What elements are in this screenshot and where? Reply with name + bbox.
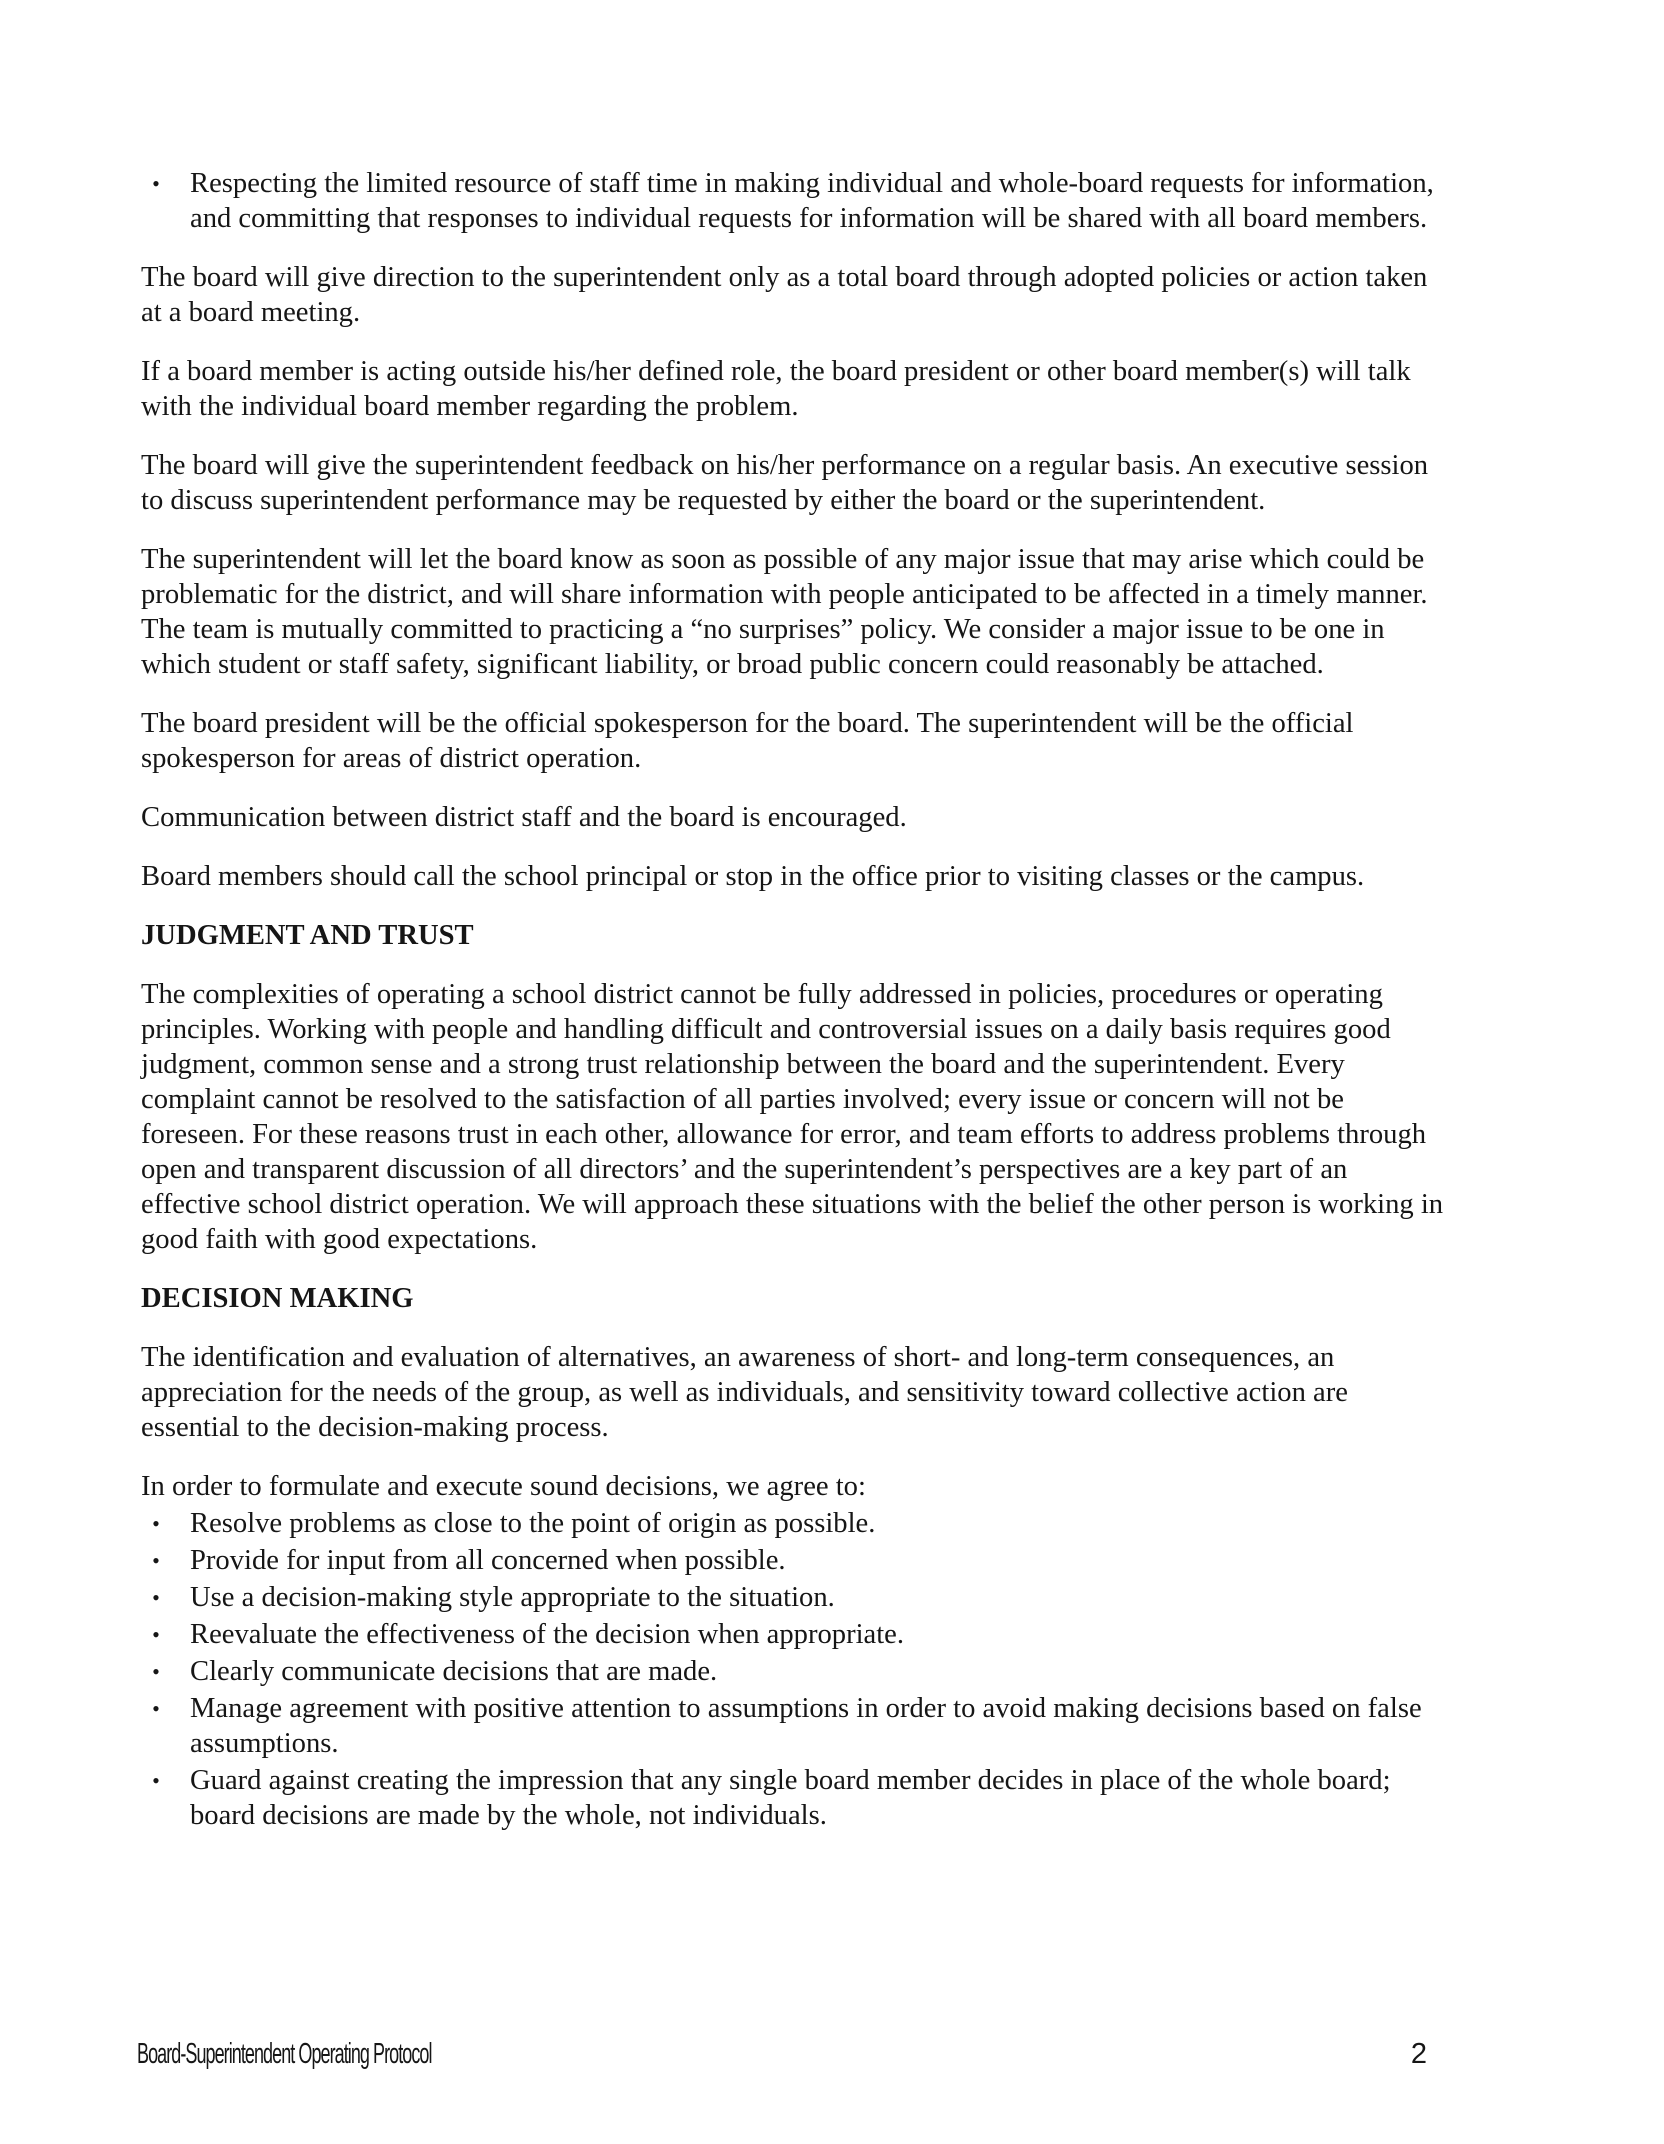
bullet-text: Provide for input from all concerned when possible. <box>190 1545 786 1576</box>
bullet-icon: • <box>152 1659 160 1684</box>
bullet-text: Guard against creating the impression that any single board member decides in place of the whole board; board decisions are made by the whole, not individuals. <box>190 1765 1391 1831</box>
list-item <box>141 1506 1451 1541</box>
paragraph: Communication between district staff and the board is encouraged. <box>141 802 907 833</box>
decision-bullet-list <box>141 1506 1451 1833</box>
bullet-icon: • <box>152 1696 160 1721</box>
paragraph: Board members should call the school principal or stop in the office prior to visiting classes or the campus. <box>141 861 1365 892</box>
list-item <box>141 1617 1451 1652</box>
paragraph: The identification and evaluation of alternatives, an awareness of short- and long-term consequences, an appreciation for the needs of the group, as well as individuals, and sensitivity toward collective action are essential to the decision-making process. <box>141 1342 1348 1443</box>
bullet-icon: • <box>152 1585 160 1610</box>
paragraph: The superintendent will let the board know as soon as possible of any major issue that may arise which could be problematic for the district, and will share information with people anticipated to be affected in a timely manner. The team is mutually committed to practicing a “no surprises” policy. We consider a major issue to be one in which student or staff safety, significant liability, or broad public concern could reasonably be attached. <box>141 544 1428 680</box>
bullet-text: Resolve problems as close to the point of origin as possible. <box>190 1508 876 1539</box>
bullet-text: Use a decision-making style appropriate to the situation. <box>190 1582 835 1613</box>
page-number: 2 <box>1410 2038 1427 2070</box>
list-lead-in: In order to formulate and execute sound decisions, we agree to: <box>141 1471 866 1502</box>
bullet-icon: • <box>152 1622 160 1647</box>
list-item <box>141 166 1451 236</box>
section-heading-judgment: JUDGMENT AND TRUST <box>141 920 474 951</box>
paragraph: If a board member is acting outside his/her defined role, the board president or other board member(s) will talk with the individual board member regarding the problem. <box>141 356 1411 422</box>
bullet-text: Manage agreement with positive attention to assumptions in order to avoid making decisions based on false assumptions. <box>190 1693 1422 1759</box>
intro-bullet-list <box>141 166 1451 236</box>
paragraph: The board will give the superintendent feedback on his/her performance on a regular basis. An executive session to discuss superintendent performance may be requested by either the board or the superintendent. <box>141 450 1429 516</box>
bullet-icon: • <box>152 1768 160 1793</box>
paragraph: The board president will be the official spokesperson for the board. The superintendent will be the official spokesperson for areas of district operation. <box>141 708 1354 774</box>
list-item <box>141 1691 1451 1761</box>
list-item <box>141 1543 1451 1578</box>
bullet-text: Reevaluate the effectiveness of the decision when appropriate. <box>190 1619 905 1650</box>
page-body <box>141 166 1451 1835</box>
page-footer <box>137 2038 1427 2071</box>
bullet-icon: • <box>152 1511 160 1536</box>
bullet-text: Clearly communicate decisions that are made. <box>190 1656 718 1687</box>
paragraph: The complexities of operating a school district cannot be fully addressed in policies, procedures or operating principles. Working with people and handling difficult and controversial issues on a daily basis requires good judgment, common sense and a strong trust relationship between the board and the superintendent. Every complaint cannot be resolved to the satisfaction of all parties involved; every issue or concern will not be foreseen. For these reasons trust in each other, allowance for error, and team efforts to address problems through open and transparent discussion of all directors’ and the superintendent’s perspectives are a key part of an effective school district operation. We will approach these situations with the belief the other person is working in good faith with good expectations. <box>141 979 1444 1255</box>
list-item <box>141 1654 1451 1689</box>
section-heading-decision: DECISION MAKING <box>141 1283 414 1314</box>
bullet-icon: • <box>152 1548 160 1573</box>
list-item <box>141 1580 1451 1615</box>
paragraph: The board will give direction to the superintendent only as a total board through adopted policies or action taken at a board meeting. <box>141 262 1428 328</box>
footer-title: Board-Superintendent Operating Protocol <box>137 2038 432 2070</box>
bullet-icon: • <box>152 171 160 196</box>
bullet-text: Respecting the limited resource of staff time in making individual and whole-board requests for information, and committing that responses to individual requests for information will be shared with all board members. <box>190 168 1434 234</box>
list-item <box>141 1763 1451 1833</box>
